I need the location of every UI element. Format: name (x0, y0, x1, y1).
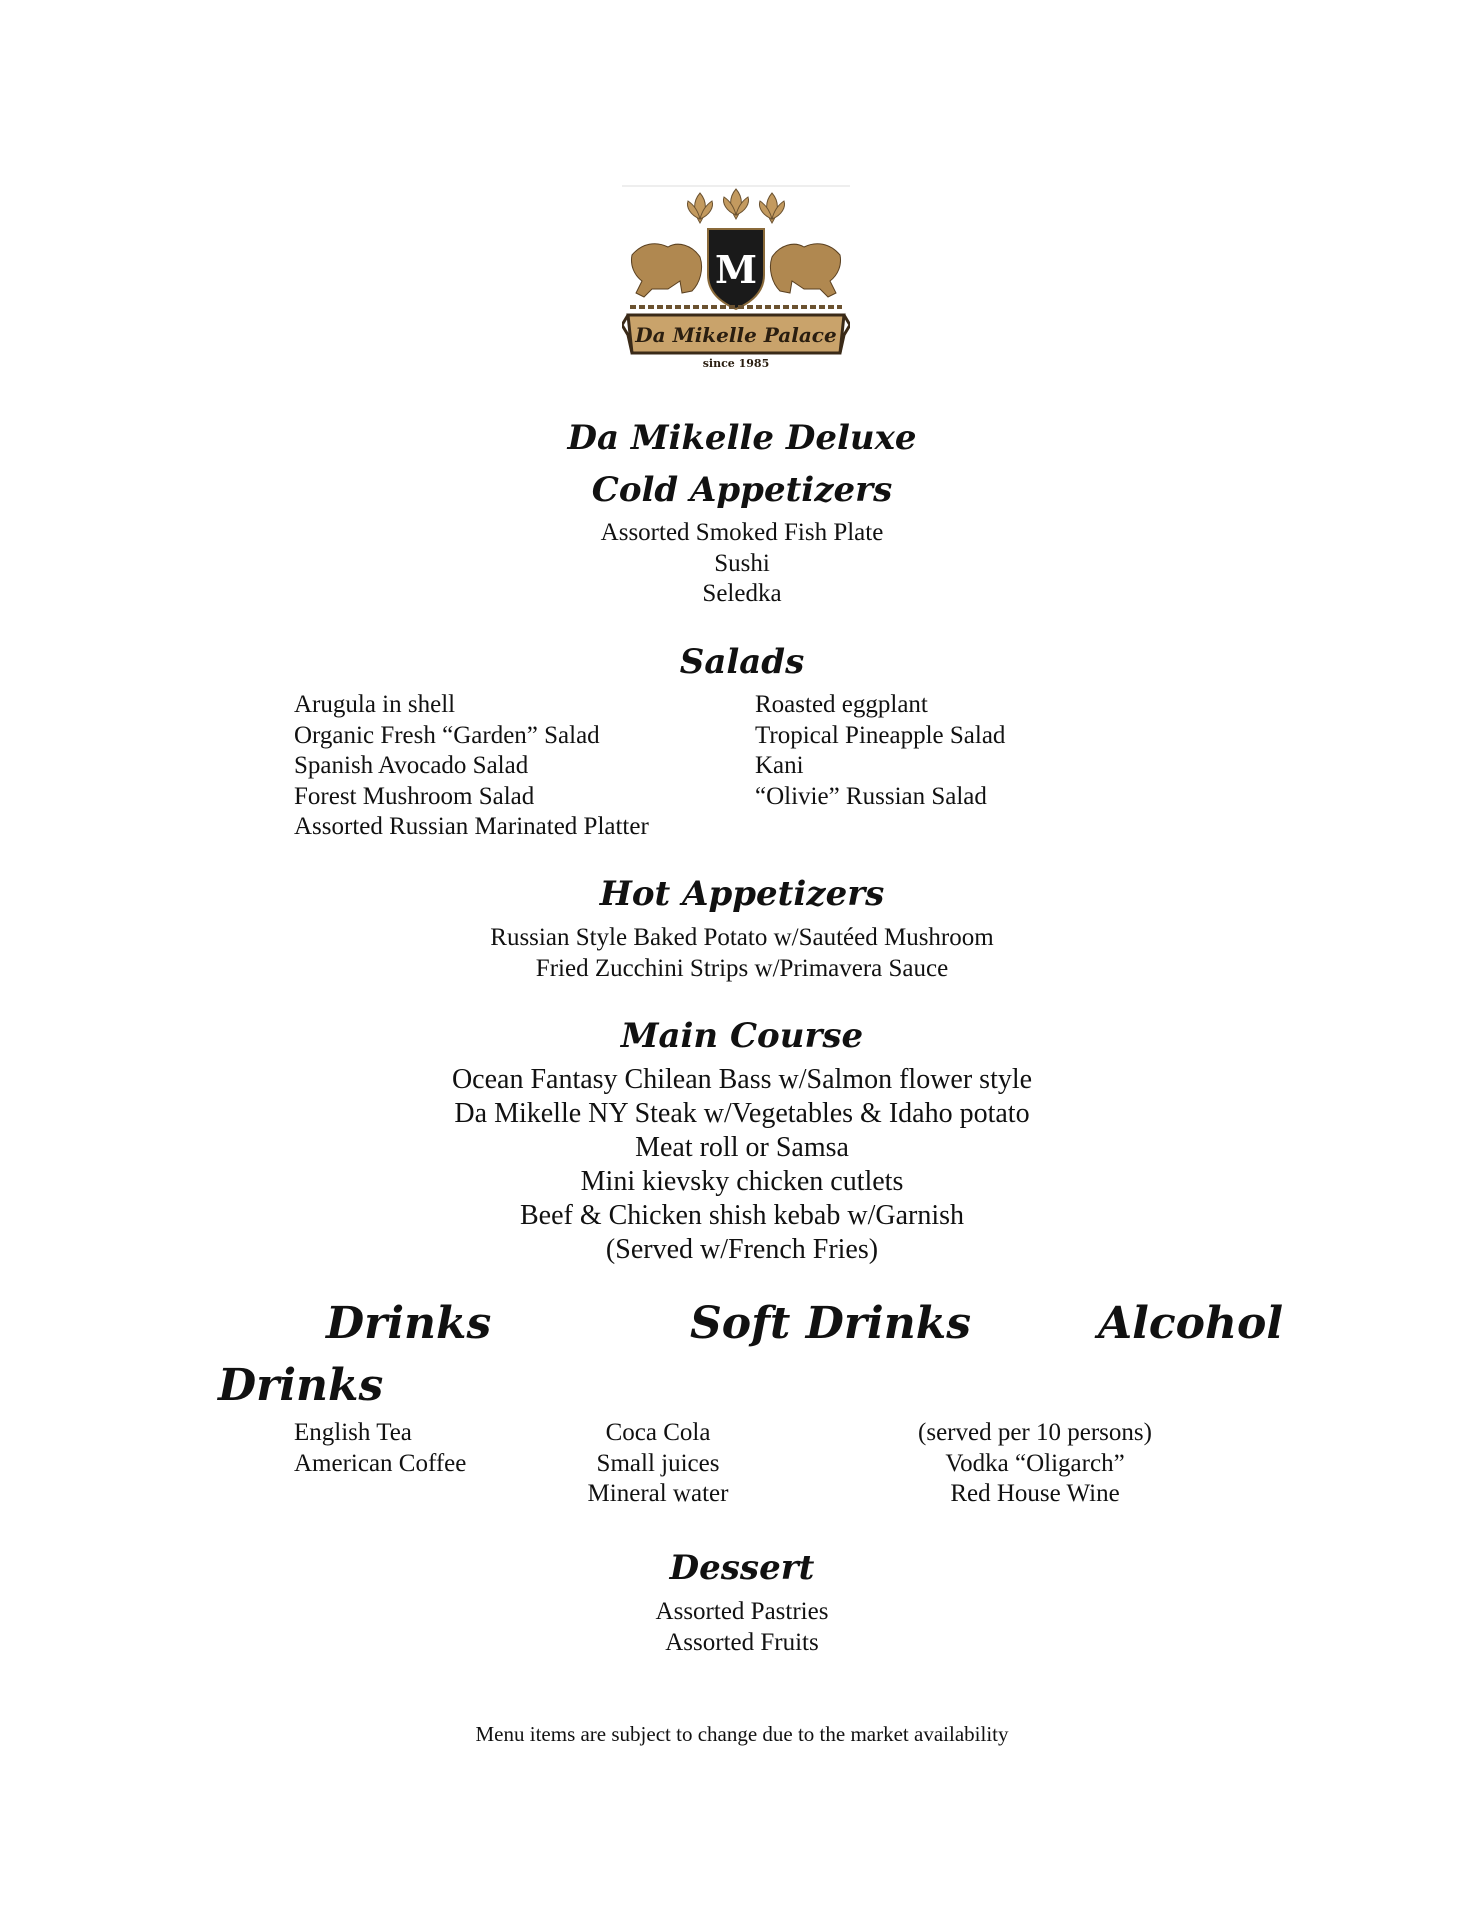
list-item: “Olivie” Russian Salad (755, 782, 987, 810)
list-item: Assorted Pastries (655, 1598, 829, 1625)
footer-note: Menu items are subject to change due to the market availability (475, 1722, 1009, 1746)
list-item: (Served w/French Fries) (605, 1234, 879, 1265)
main-course-list (0, 1063, 1484, 1267)
soft-drinks-list (508, 1418, 808, 1510)
list-item: Sushi (714, 549, 770, 577)
menu-title: Da Mikelle Deluxe (567, 418, 917, 458)
soft-drinks-column-heading: Soft Drinks (690, 1298, 971, 1349)
drinks-sub-heading: Drinks (218, 1360, 384, 1411)
list-item: Da Mikelle NY Steak w/Vegetables & Idaho potato (454, 1098, 1030, 1129)
logo (622, 185, 850, 370)
list-item: Coca Cola (605, 1419, 711, 1446)
salads-right-list (755, 690, 1005, 812)
crest-logo-graphic (622, 185, 850, 370)
list-item: Red House Wine (950, 1480, 1120, 1507)
cold-appetizers-list (0, 518, 1484, 610)
salads-left-list (294, 690, 649, 843)
list-item: Mini kievsky chicken cutlets (580, 1166, 904, 1197)
salads-heading: Salads (679, 642, 805, 682)
list-item: English Tea (294, 1419, 412, 1446)
logo-name-text: Da Mikelle Palace (635, 323, 837, 347)
list-item: Assorted Fruits (665, 1628, 819, 1656)
list-item: Forest Mushroom Salad (294, 782, 535, 810)
list-item: Roasted eggplant (755, 691, 928, 718)
dessert-list (0, 1597, 1484, 1658)
list-item: Assorted Russian Marinated Platter (294, 813, 649, 840)
list-item: Beef & Chicken shish kebab w/Garnish (519, 1200, 965, 1231)
list-item: Kani (755, 752, 804, 779)
drinks-column-heading: Drinks (326, 1298, 492, 1349)
drinks-list (294, 1418, 466, 1479)
list-item: Small juices (596, 1449, 720, 1477)
list-item: Vodka “Oligarch” (945, 1449, 1125, 1477)
alcohol-column-heading: Alcohol (1098, 1298, 1284, 1349)
list-item: Ocean Fantasy Chilean Bass w/Salmon flower style (451, 1064, 1033, 1095)
list-item: Tropical Pineapple Salad (755, 721, 1006, 749)
cold-appetizers-heading: Cold Appetizers (591, 470, 893, 510)
list-item: Spanish Avocado Salad (294, 752, 529, 779)
hot-appetizers-heading: Hot Appetizers (599, 874, 885, 914)
list-item: American Coffee (294, 1449, 467, 1477)
hot-appetizers-list (0, 923, 1484, 984)
list-item: Arugula in shell (294, 691, 456, 718)
list-item: Mineral water (587, 1480, 729, 1507)
logo-since-text: since 1985 (702, 357, 770, 370)
main-course-heading: Main Course (620, 1016, 864, 1056)
list-item: Organic Fresh “Garden” Salad (294, 721, 600, 749)
list-item: Meat roll or Samsa (635, 1132, 849, 1163)
list-item: Seledka (702, 580, 782, 607)
alcohol-list (870, 1418, 1200, 1510)
svg-text:M: M (714, 247, 758, 292)
dessert-heading: Dessert (669, 1548, 815, 1588)
list-item: Assorted Smoked Fish Plate (600, 519, 884, 546)
list-item: (served per 10 persons) (918, 1419, 1152, 1446)
list-item: Fried Zucchini Strips w/Primavera Sauce (535, 954, 949, 982)
list-item: Russian Style Baked Potato w/Sautéed Mushroom (490, 924, 994, 951)
